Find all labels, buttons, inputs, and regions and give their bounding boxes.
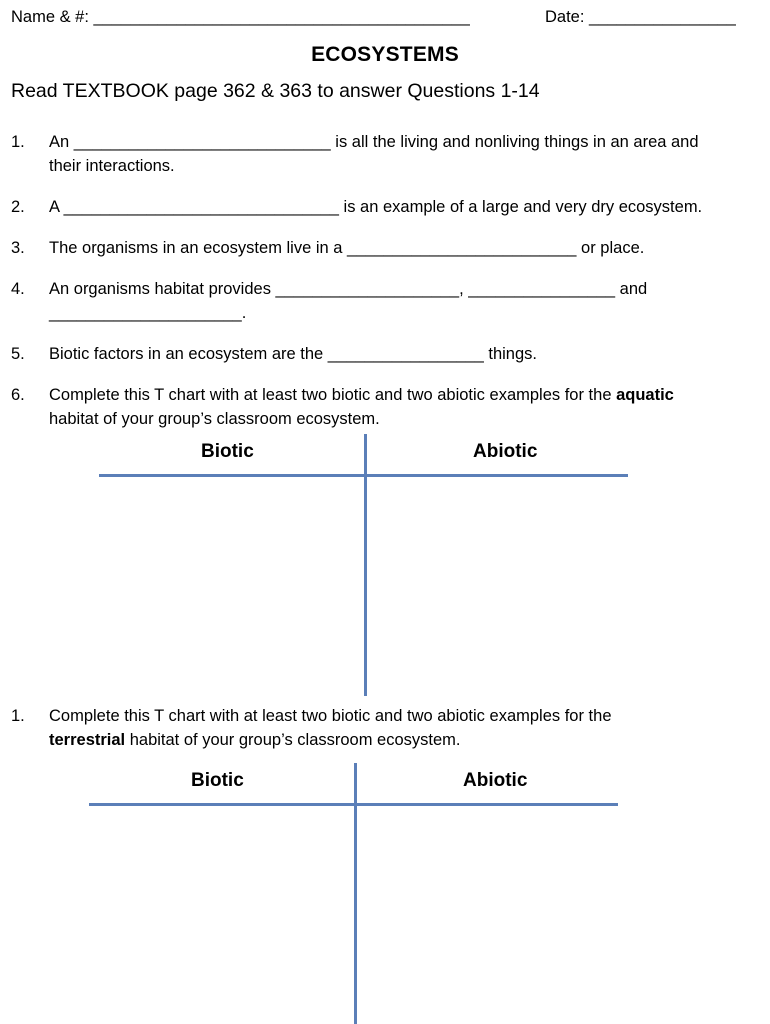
question-text: Biotic factors in an ecosystem are the _________________ things. (49, 345, 537, 363)
tchart-biotic-header: Biotic (191, 770, 244, 791)
question-number: 1. (11, 133, 25, 151)
question-number: 3. (11, 239, 25, 257)
question-text-continued: their interactions. (49, 157, 175, 175)
tchart-abiotic-header: Abiotic (463, 770, 528, 791)
page-title: ECOSYSTEMS (311, 43, 459, 66)
question-text: A ______________________________ is an example of a large and very dry ecosystem. (49, 198, 703, 216)
question-text: An organisms habitat provides ____________________, ________________ and (49, 280, 648, 298)
terrestrial-keyword: terrestrial (49, 731, 126, 749)
tchart-biotic-header: Biotic (201, 441, 254, 462)
tchart-vertical-line (354, 763, 357, 1024)
question-text-continued: habitat of your group’s classroom ecosystem. (49, 410, 380, 428)
tchart-abiotic-header: Abiotic (473, 441, 538, 462)
question-text-continued: _____________________. (49, 304, 247, 322)
name-field-label: Name & #: _________________________________________ (11, 8, 470, 26)
date-field-label: Date: ________________ (545, 8, 736, 26)
aquatic-keyword: aquatic (616, 386, 674, 404)
question-number: 6. (11, 386, 25, 404)
question-text: Complete this T chart with at least two biotic and two abiotic examples for the (49, 707, 612, 725)
tchart-vertical-line (364, 434, 367, 696)
question-number: 2. (11, 198, 25, 216)
question-number: 4. (11, 280, 25, 298)
question-number: 1. (11, 707, 25, 725)
question-number: 5. (11, 345, 25, 363)
question-text: The organisms in an ecosystem live in a _________________________ or place. (49, 239, 645, 257)
instruction-text: Read TEXTBOOK page 362 & 363 to answer Questions 1-14 (11, 80, 540, 102)
question-text: Complete this T chart with at least two biotic and two abiotic examples for the aquatic (49, 386, 674, 404)
question-text-continued: terrestrial habitat of your group’s classroom ecosystem. (49, 731, 461, 749)
question-text: An ____________________________ is all the living and nonliving things in an area and (49, 133, 699, 151)
